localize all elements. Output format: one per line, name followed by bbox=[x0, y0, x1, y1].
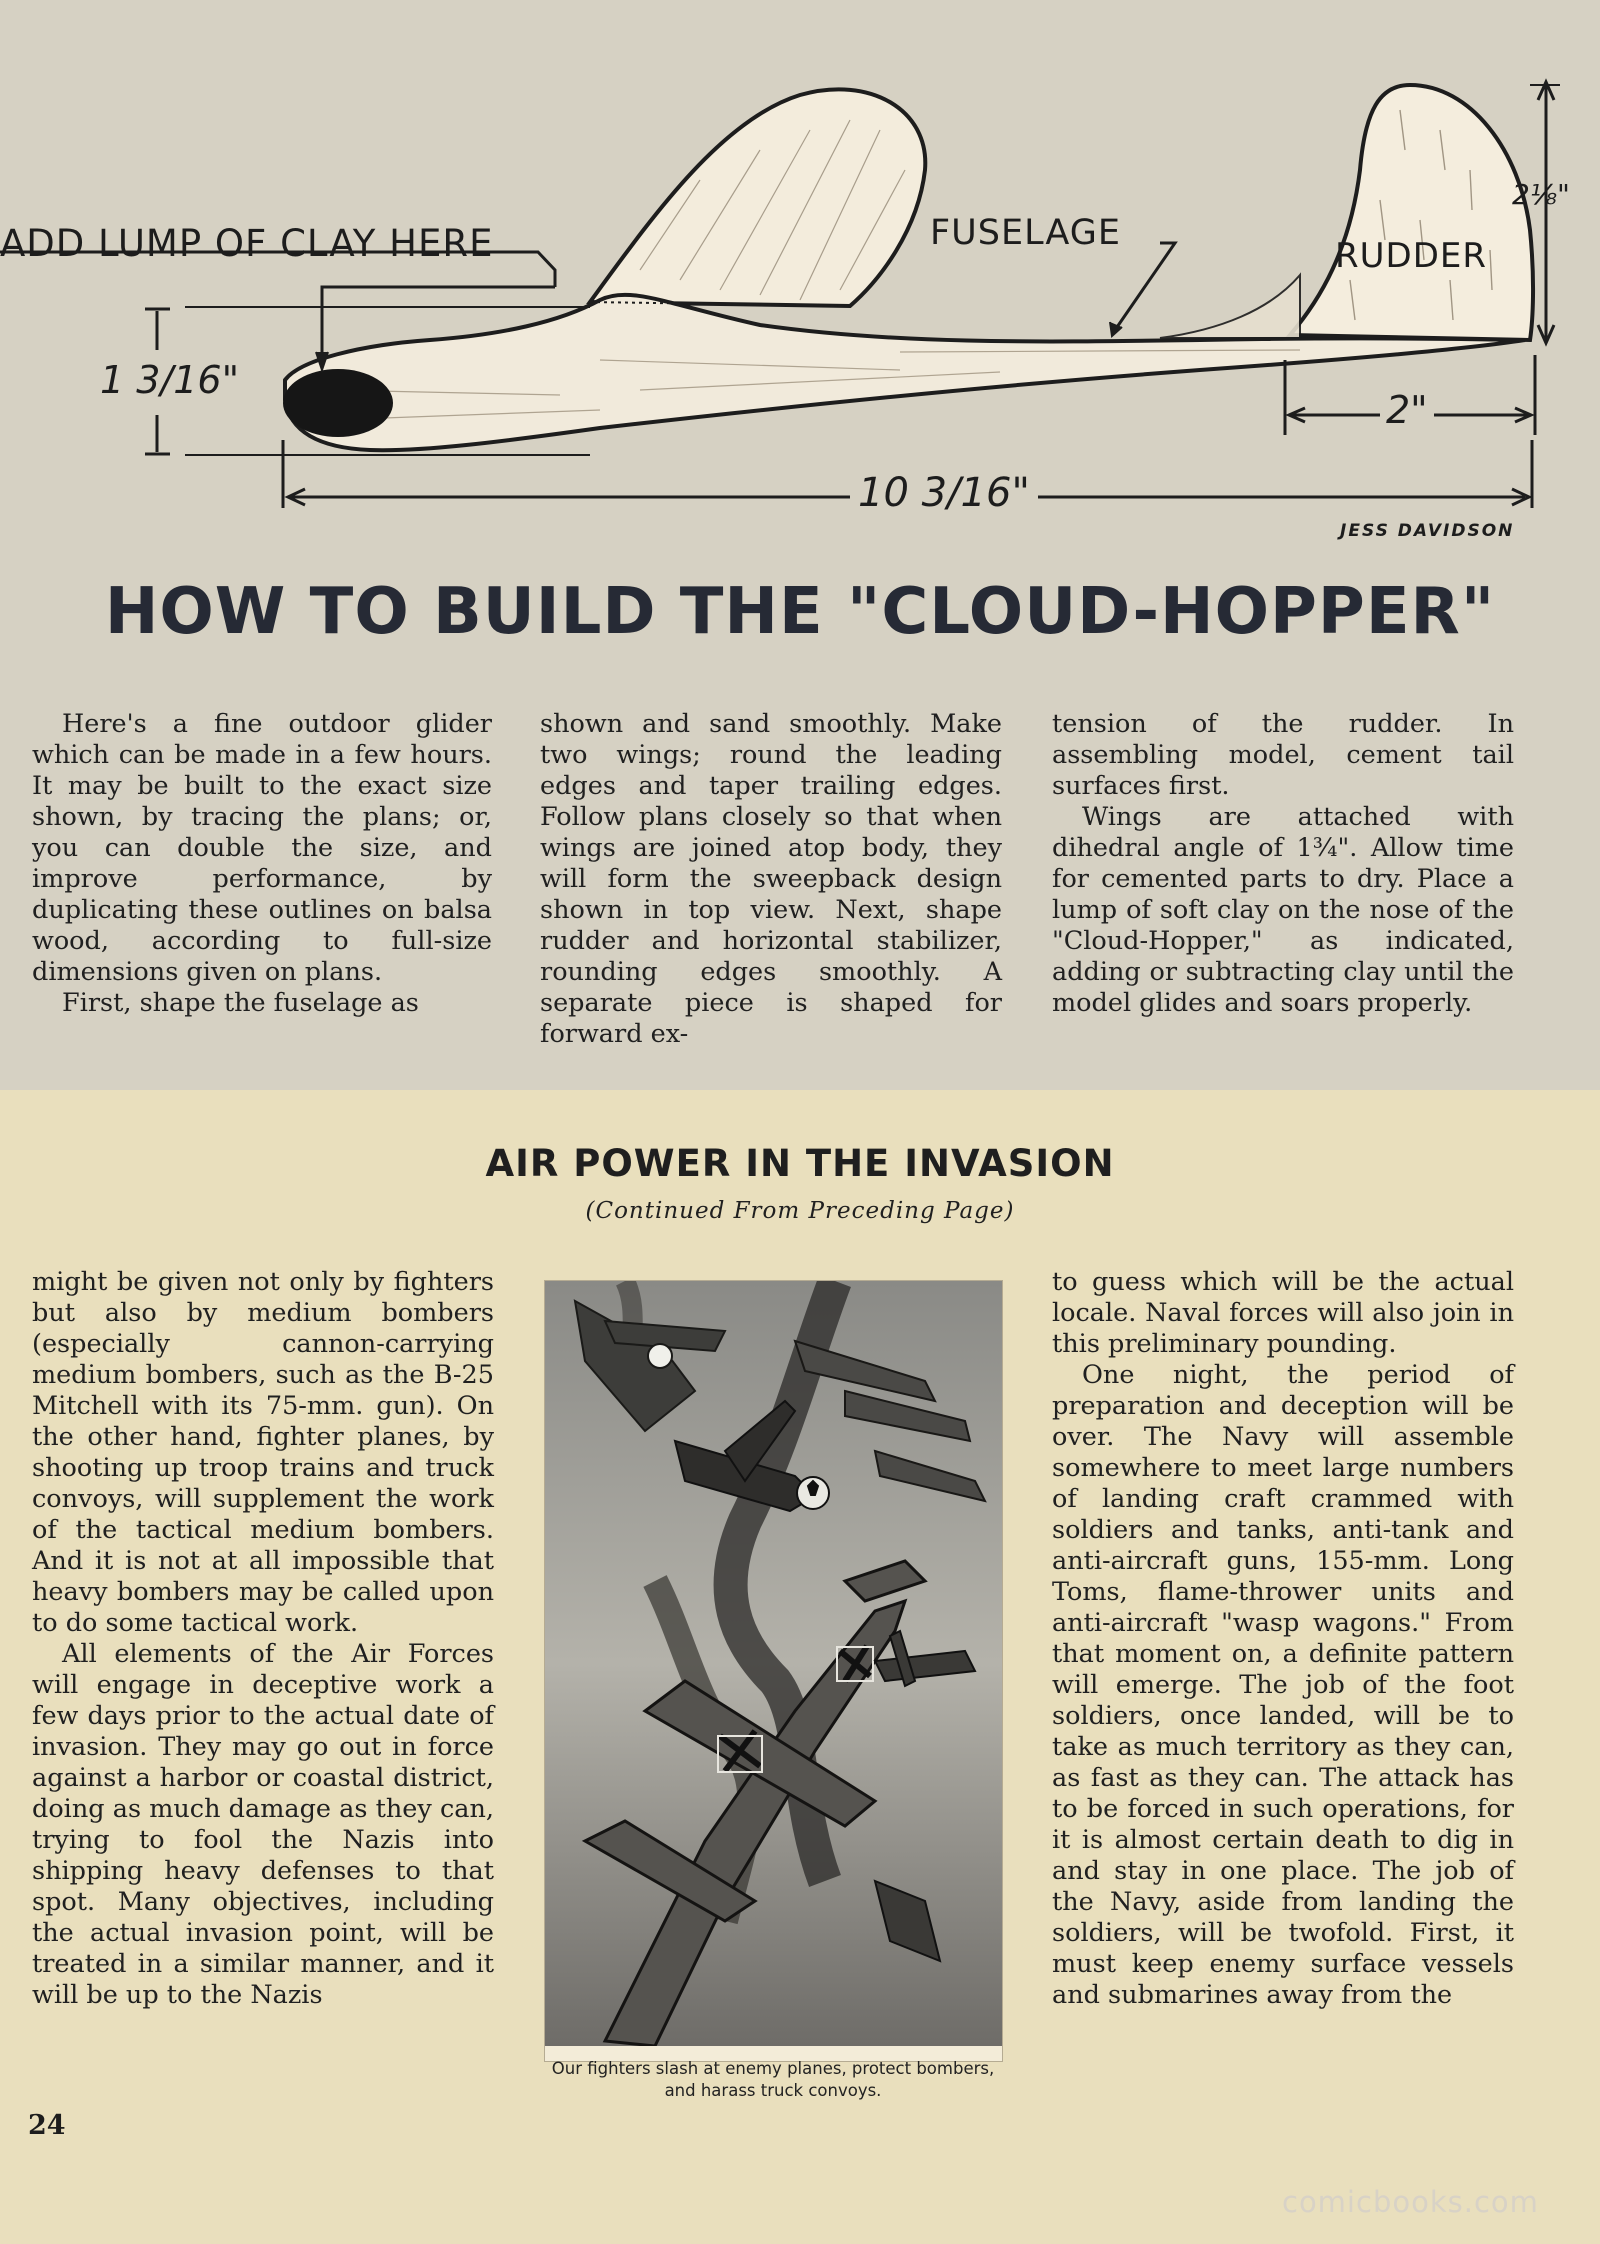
fuselage-label: FUSELAGE bbox=[930, 213, 1121, 253]
tail-length-label: 2" bbox=[1380, 388, 1434, 432]
glider-plan-diagram bbox=[0, 0, 1600, 560]
air-battle-illustration bbox=[545, 1281, 1002, 2046]
glider-section bbox=[0, 0, 1600, 1090]
total-length-label: 10 3/16" bbox=[850, 470, 1038, 516]
invasion-paragraph: One night, the period of preparation and deception will be over. The Navy will assemble somewhere to meet large numbers of landing craft crammed with soldiers and tanks, anti-tank and anti-aircraft guns, 155-mm. Long Toms, flame-thrower units and anti-aircraft "wasp wagons." From that moment on, a definite pattern will emerge. The job of the foot soldiers, once landed, will be to take as much territory as they can, as fast as they can. The attack has to be forced in such operations, for it is almost certain death to dig in and stay in one place. The job of the Navy, aside from landing the soldiers, will be twofold. First, it must keep enemy surface vessels and submarines away from the bbox=[1052, 1360, 1514, 2010]
rudder-height-label: 2⅛" bbox=[1512, 178, 1570, 211]
invasion-article-subtitle: (Continued From Preceding Page) bbox=[585, 1198, 1015, 1224]
air-battle-image bbox=[545, 1281, 1002, 2046]
rudder-label: RUDDER bbox=[1335, 236, 1487, 276]
glider-paragraph: First, shape the fuselage as bbox=[62, 988, 419, 1018]
glider-column-2 bbox=[540, 709, 1002, 1050]
page-number: 24 bbox=[28, 2110, 66, 2141]
illustration-caption: Our fighters slash at enemy planes, protect bombers, and harass truck convoys. bbox=[551, 2059, 995, 2100]
nose-height-label: 1 3/16" bbox=[100, 358, 240, 402]
site-watermark: comicbooks.com bbox=[1282, 2185, 1539, 2219]
glider-paragraph: Here's a fine outdoor glider which can be made in a few hours. It may be built to the exact size shown, by tracing the plans; or, you can double the size, and improve performance, by duplicating these outlines on balsa wood, according to full-size dimensions given on plans. bbox=[32, 709, 492, 987]
invasion-paragraph: to guess which will be the actual locale. Naval forces will also join in this preliminary pounding. bbox=[1052, 1267, 1514, 1359]
glider-paragraph: tension of the rudder. In assembling model, cement tail surfaces first. bbox=[1052, 709, 1514, 801]
rudder-shape bbox=[1290, 85, 1533, 340]
invasion-paragraph: might be given not only by fighters but also by medium bombers (especially cannon-carrying medium bombers, such as the B-25 Mitchell with its 75-mm. gun). On the other hand, fighter planes, by shooting up troop trains and truck convoys, will supplement the work of the tactical medium bombers. And it is not at all impossible that heavy bombers may be called upon to do some tactical work. bbox=[32, 1267, 494, 1638]
glider-drawing bbox=[0, 0, 1600, 560]
invasion-column-3 bbox=[1052, 1267, 1514, 2011]
invasion-article-title: AIR POWER IN THE INVASION bbox=[485, 1142, 1115, 1185]
invasion-column-1 bbox=[32, 1267, 494, 2011]
glider-paragraph: shown and sand smoothly. Make two wings; round the leading edges and taper trailing edges. Follow plans closely so that when wings are joined atop body, they will form the sweepback design shown in top view. Next, shape rudder and horizontal stabilizer, rounding edges smoothly. A separate piece is shaped for forward ex- bbox=[540, 709, 1002, 1049]
glider-article-title: HOW TO BUILD THE "CLOUD-HOPPER" bbox=[104, 575, 1496, 649]
wing-shape bbox=[590, 89, 925, 306]
clay-label: ADD LUMP OF CLAY HERE bbox=[0, 222, 494, 265]
artist-signature: JESS DAVIDSON bbox=[1340, 521, 1515, 541]
glider-column-3 bbox=[1052, 709, 1514, 1019]
illustration-frame bbox=[544, 1280, 1003, 2062]
glider-paragraph: Wings are attached with dihedral angle of 1¾". Allow time for cemented parts to dry. Place a lump of soft clay on the nose of the "Cloud-Hopper," as indicated, adding or subtracting clay until the model glides and soars properly. bbox=[1052, 802, 1514, 1018]
invasion-paragraph: All elements of the Air Forces will engage in deceptive work a few days prior to the actual date of invasion. They may go out in force against a harbor or coastal district, doing as much damage as they can, trying to fool the Nazis into shipping heavy defenses to that spot. Many objectives, including the actual invasion point, will be treated in a similar manner, and it will be up to the Nazis bbox=[32, 1639, 494, 2010]
clay-nose-shape bbox=[283, 369, 393, 437]
glider-column-1 bbox=[32, 709, 492, 1019]
